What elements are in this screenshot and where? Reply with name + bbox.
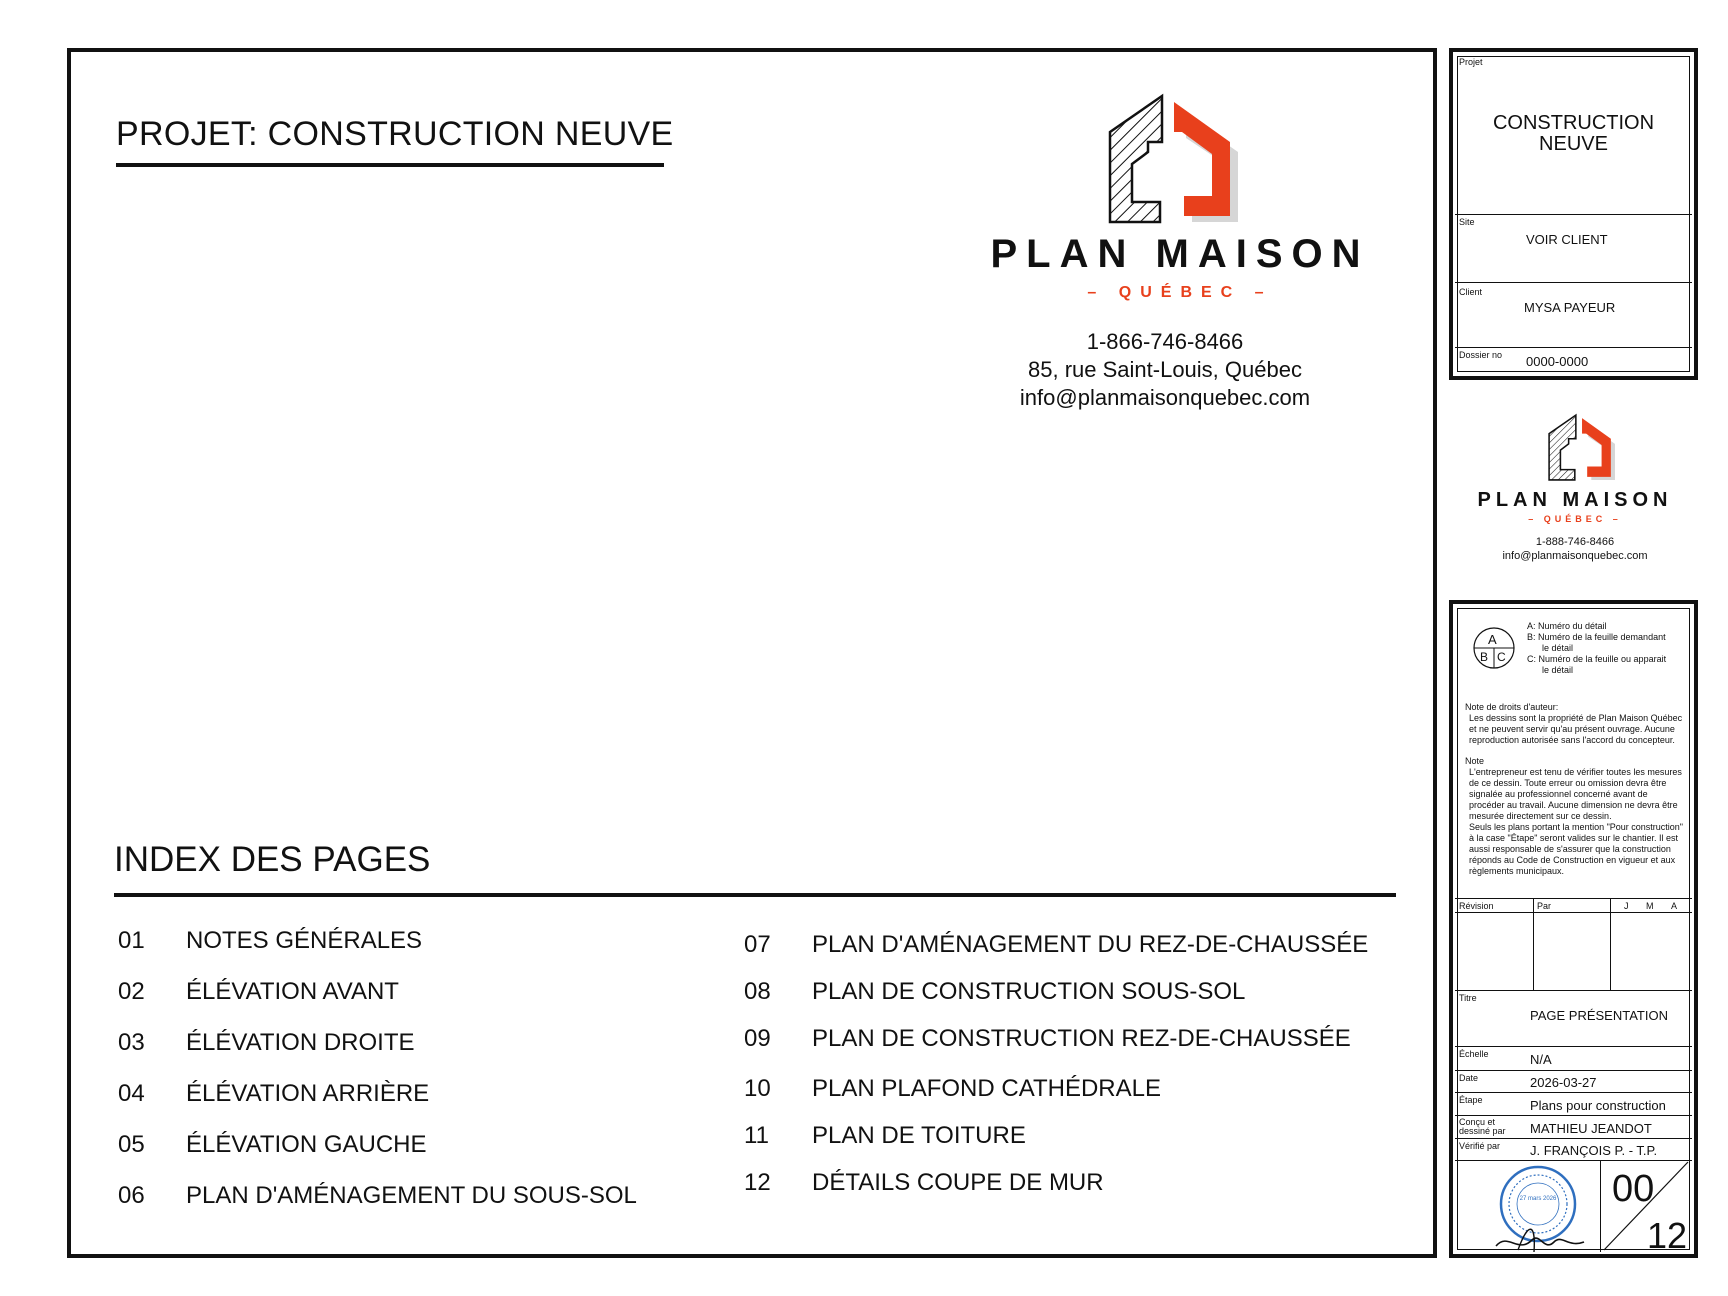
house-logo-icon — [1546, 412, 1616, 482]
echelle-value: N/A — [1530, 1052, 1552, 1067]
brand-name-small: PLAN MAISON — [1477, 489, 1673, 511]
par-label: Par — [1537, 901, 1552, 911]
index-title: INDEX DES PAGES — [114, 840, 431, 879]
verifie-value: J. FRANÇOIS P. - T.P. — [1530, 1143, 1658, 1158]
general-note: Note L'entrepreneur est tenu de vérifier toutes les mesures de ce dessin. Toute erreur ou omission devra être signalée au professionnel concerné avant de procéder au travail. Aucune dimension ne devra être mesurée directement sur ce dessin. Seuls les plans portant la mention "Pour construction" à la case "Étape" seront valides sur le chantier. Il est aussi responsable de s'assurer que la construction réponds au Code de Construction en vigueur et aux règlements municipaux. — [1465, 756, 1684, 876]
j-label: J — [1624, 901, 1629, 911]
project-name: CONSTRUCTION NEUVE — [1492, 112, 1655, 155]
a-label: A — [1671, 901, 1678, 911]
brand-subtitle: – QUÉBEC – — [1087, 284, 1273, 301]
professional-seal-icon — [1488, 1162, 1598, 1258]
bubble-a: A — [1488, 632, 1497, 647]
projet-label: Projet — [1459, 57, 1483, 67]
title-underline — [116, 163, 664, 167]
stamp-date: 27 mars 2026 — [1519, 1196, 1557, 1202]
client-value: MYSA PAYEUR — [1524, 300, 1616, 315]
brand-subtitle-small: – QUÉBEC – — [1528, 514, 1622, 524]
house-logo-icon — [1104, 92, 1240, 224]
echelle-label: Échelle — [1459, 1049, 1489, 1059]
concu-label: Conçu et dessiné par — [1459, 1117, 1506, 1136]
date-label: Date — [1459, 1073, 1479, 1083]
email-small: info@planmaisonquebec.com — [1502, 550, 1648, 562]
site-label: Site — [1459, 217, 1475, 227]
titre-label: Titre — [1459, 993, 1477, 1003]
etape-value: Plans pour construction — [1530, 1098, 1666, 1113]
index-underline — [114, 893, 1396, 897]
sheet-number: 00 — [1612, 1168, 1655, 1210]
phone: 1-866-746-8466 — [1086, 329, 1244, 354]
verifie-label: Vérifié par — [1459, 1141, 1501, 1151]
brand-name: PLAN MAISON — [990, 232, 1370, 276]
client-label: Client — [1459, 287, 1483, 297]
date-value: 2026-03-27 — [1530, 1075, 1597, 1090]
m-label: M — [1646, 901, 1654, 911]
bubble-b: B — [1480, 650, 1489, 664]
small-logo — [1452, 412, 1698, 572]
contact-info — [990, 328, 1340, 412]
site-value: VOIR CLIENT — [1526, 232, 1608, 247]
phone-small: 1-888-746-8466 — [1535, 536, 1615, 548]
project-title: PROJET: CONSTRUCTION NEUVE — [116, 115, 674, 153]
legend: A: Numéro du détail B: Numéro de la feuille demandant le détail C: Numéro de la feuille ou apparait le détail — [1527, 621, 1667, 675]
sheet-total: 12 — [1647, 1215, 1688, 1256]
titre-value: PAGE PRÉSENTATION — [1530, 1008, 1668, 1023]
address: 85, rue Saint-Louis, Québec — [1028, 357, 1302, 382]
dossier-label: Dossier no — [1459, 350, 1503, 360]
etape-label: Étape — [1459, 1095, 1483, 1105]
revision-label: Révision — [1459, 901, 1494, 911]
dossier-value: 0000-0000 — [1526, 354, 1589, 369]
bubble-c: C — [1497, 650, 1506, 664]
copyright-note: Note de droits d'auteur: Les dessins sont la propriété de Plan Maison Québec et ne peuvent servir qu'au présent ouvrage. Aucune reproduction autorisée sans l'accord du concepteur. — [1465, 702, 1683, 745]
email: info@planmaisonquebec.com — [1019, 385, 1311, 410]
concu-value: MATHIEU JEANDOT — [1530, 1121, 1652, 1136]
